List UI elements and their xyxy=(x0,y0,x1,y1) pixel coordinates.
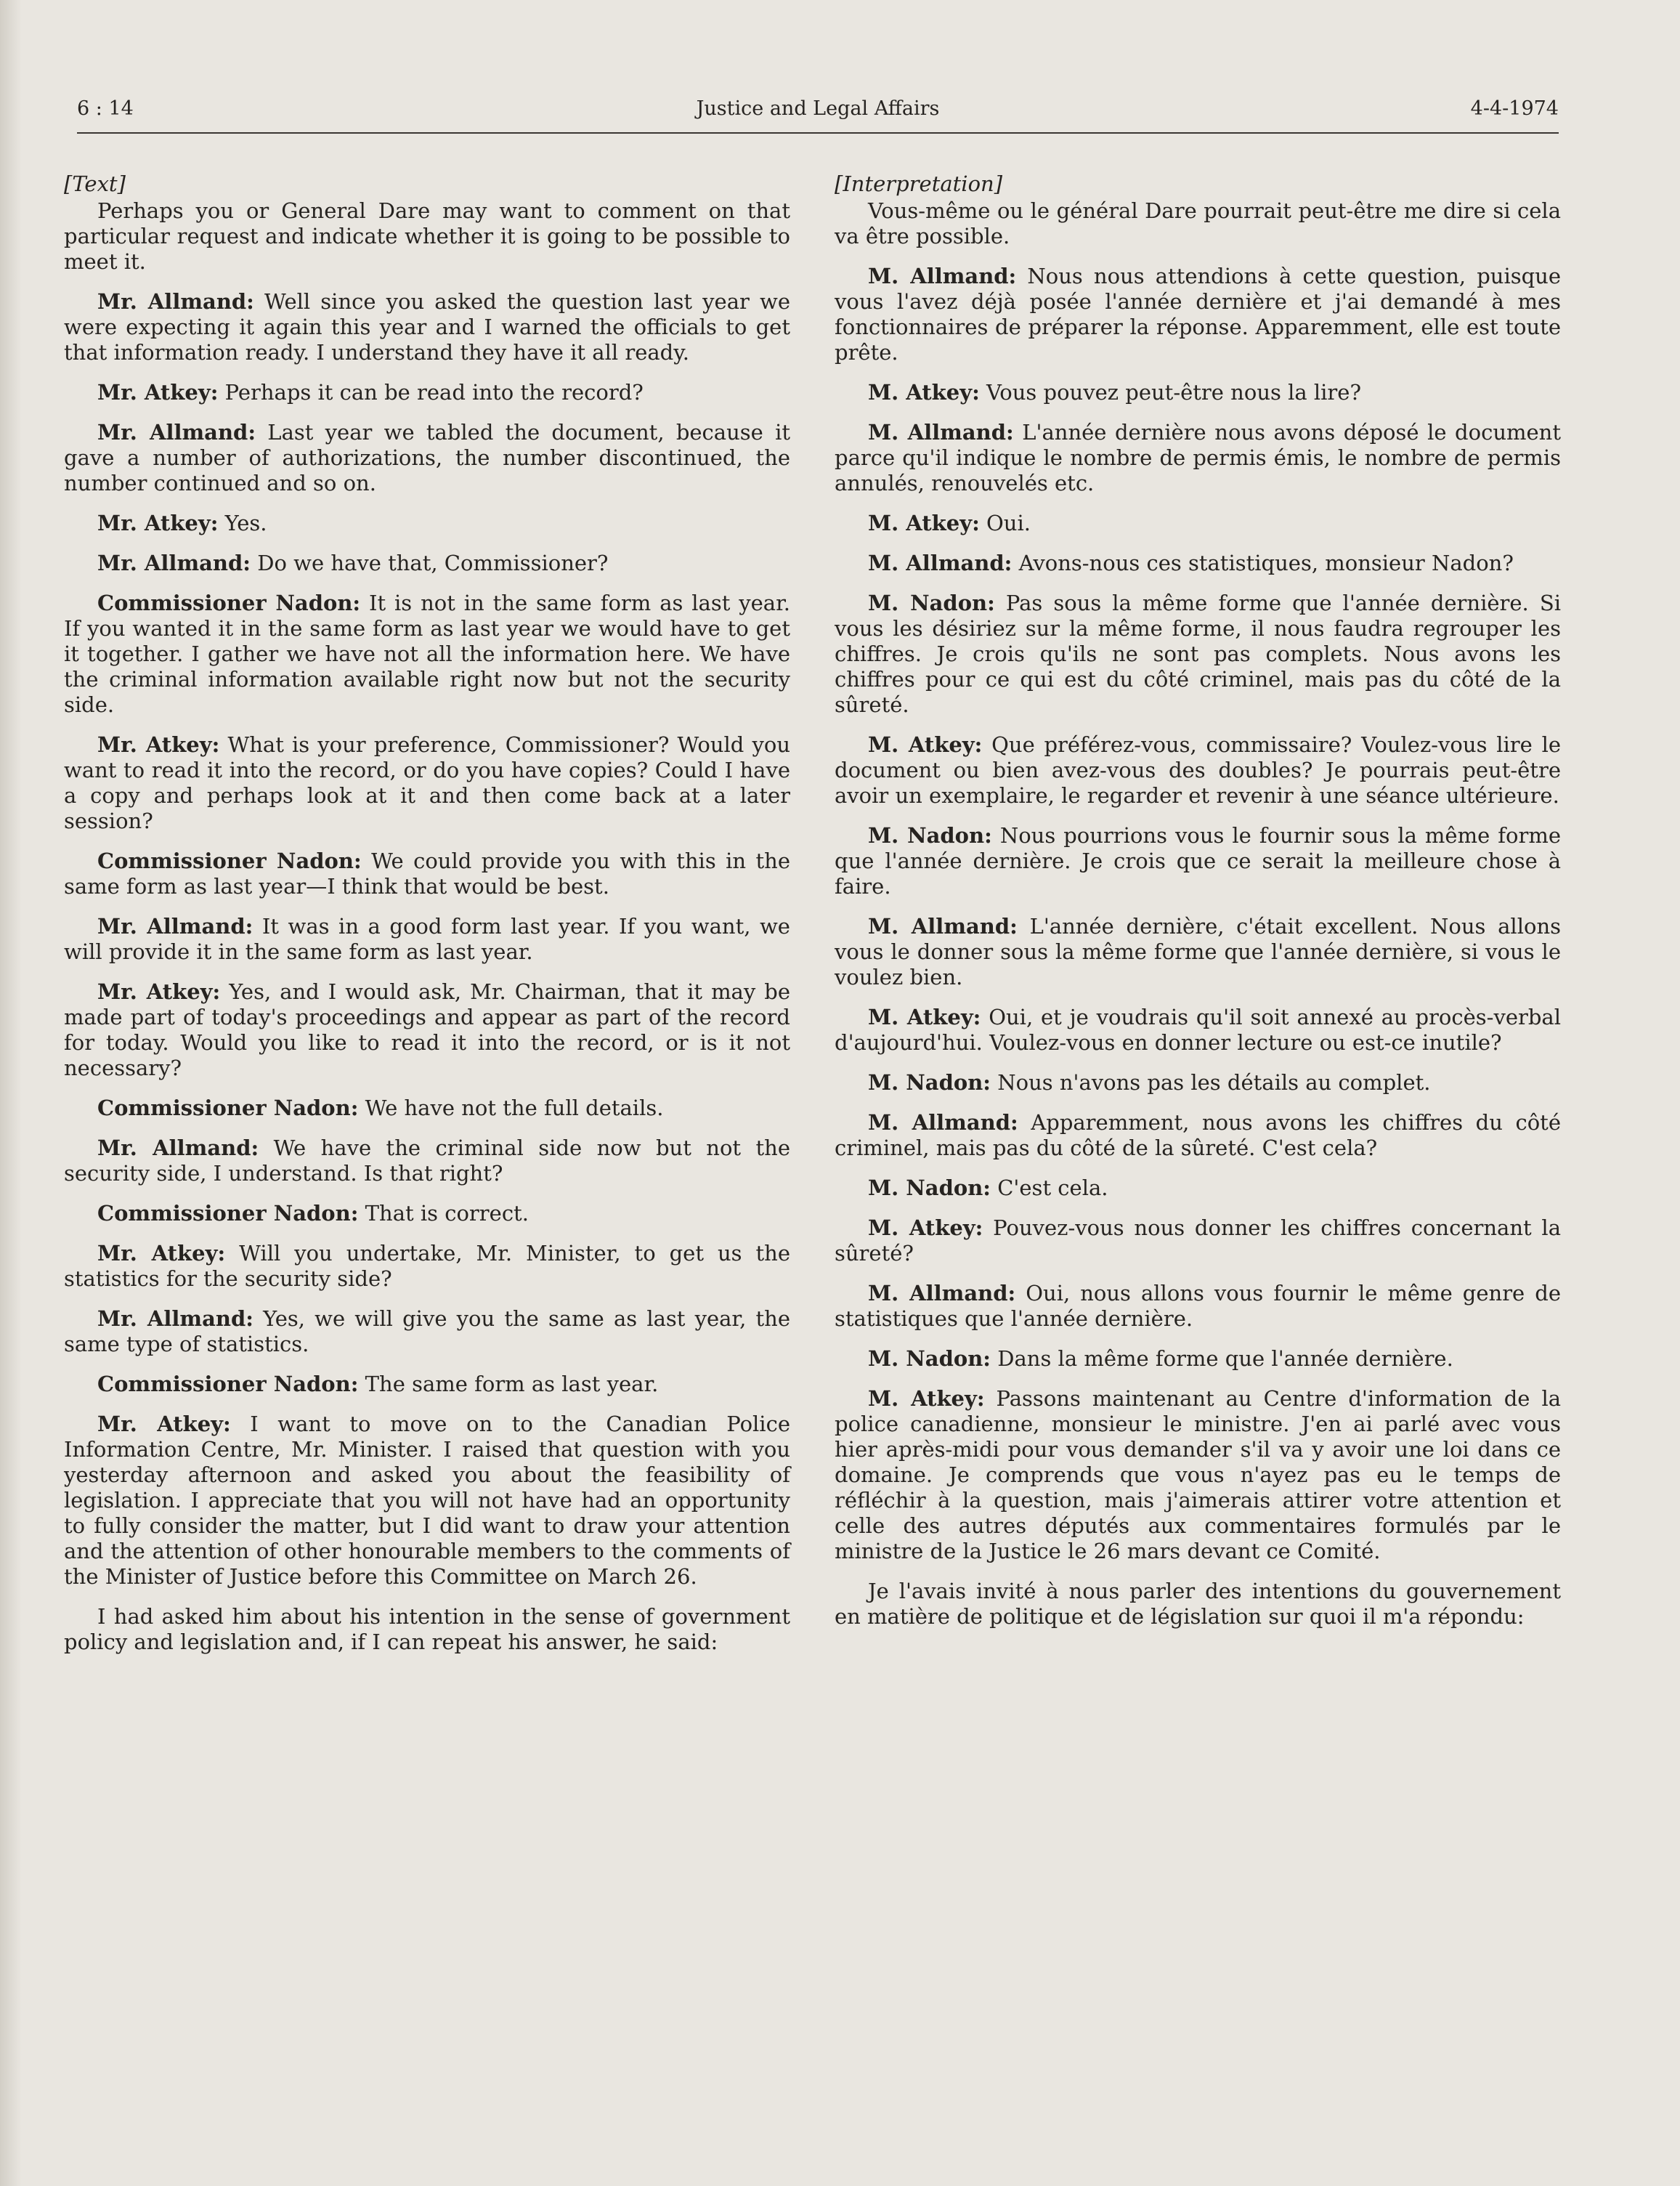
transcript-paragraph xyxy=(835,732,1561,809)
speaker-name: M. Nadon: xyxy=(868,591,995,615)
speaker-name: Mr. Atkey: xyxy=(97,511,219,535)
speaker-name: Mr. Atkey: xyxy=(97,979,221,1004)
speech-text: Vous-même ou le général Dare pourrait peut-être me dire si cela va être possible. xyxy=(835,198,1561,248)
speech-text: That is correct. xyxy=(358,1201,529,1226)
transcript-paragraph xyxy=(64,420,790,496)
transcript-paragraph xyxy=(835,420,1561,496)
speech-text: We could provide you with this in the same form as last year—I think that would be best. xyxy=(64,849,790,899)
transcript-paragraph xyxy=(64,849,790,899)
transcript-paragraph xyxy=(64,914,790,965)
speech-text: C'est cela. xyxy=(991,1175,1108,1200)
transcript-paragraph xyxy=(835,1281,1561,1332)
speaker-name: Commissioner Nadon: xyxy=(97,1201,359,1226)
page-date: 4-4-1974 xyxy=(1470,97,1559,120)
speech-text: Avons-nous ces statistiques, monsieur Nadon? xyxy=(1012,551,1514,575)
left-paragraph-list xyxy=(64,198,790,1655)
speaker-name: Commissioner Nadon: xyxy=(97,1096,359,1120)
right-paragraph-list xyxy=(835,198,1561,1630)
transcript-paragraph xyxy=(835,551,1561,576)
text-label: [Text] xyxy=(64,171,126,196)
speaker-name: M. Atkey: xyxy=(868,1215,983,1240)
transcript-paragraph xyxy=(835,511,1561,536)
page-header xyxy=(77,94,1559,134)
transcript-paragraph xyxy=(64,1201,790,1226)
speech-text: Yes, and I would ask, Mr. Chairman, that it may be made part of today's proceedings and appear as part of the record for today. Would you like to read it into the record, or is it not necessary? xyxy=(64,979,791,1080)
speaker-name: Commissioner Nadon: xyxy=(97,1372,359,1396)
transcript-paragraph xyxy=(64,1241,790,1292)
transcript-paragraph xyxy=(835,198,1561,249)
transcript-paragraph xyxy=(64,979,790,1081)
transcript-paragraph xyxy=(835,1005,1561,1056)
transcript-paragraph xyxy=(64,1604,790,1655)
page-number: 6 : 14 xyxy=(77,97,134,120)
speaker-name: M. Nadon: xyxy=(868,823,992,848)
speech-text: Je l'avais invité à nous parler des intentions du gouvernement en matière de politique et de législation sur quoi il m'a répondu: xyxy=(835,1579,1561,1629)
speaker-name: M. Allmand: xyxy=(868,1281,1016,1305)
page-edge-shadow xyxy=(0,0,22,2186)
speaker-name: M. Allmand: xyxy=(868,264,1017,288)
speech-text: Vous pouvez peut-être nous la lire? xyxy=(979,380,1361,405)
transcript-paragraph xyxy=(835,1070,1561,1096)
speaker-name: Mr. Allmand: xyxy=(97,1306,253,1331)
speaker-name: M. Nadon: xyxy=(868,1070,991,1095)
speaker-name: M. Atkey: xyxy=(868,1386,985,1411)
speech-text: The same form as last year. xyxy=(358,1372,659,1396)
transcript-paragraph xyxy=(835,1110,1561,1161)
speech-text: It is not in the same form as last year. If you wanted it in the same form as last year we would have to get it together. I gather we have not all the information here. We have the criminal information available right now but not the security side. xyxy=(64,591,790,717)
speech-text: Perhaps it can be read into the record? xyxy=(218,380,644,405)
speech-text: Oui, nous allons vous fournir le même genre de statistiques que l'année dernière. xyxy=(835,1281,1561,1331)
speech-text: Nous nous attendions à cette question, puisque vous l'avez déjà posée l'année dernière et j'ai demandé à mes fonctionnaires de préparer la réponse. Apparemment, elle est toute prête. xyxy=(835,264,1562,365)
speaker-name: Mr. Allmand: xyxy=(97,1135,259,1160)
transcript-paragraph xyxy=(64,289,790,365)
transcript-paragraph xyxy=(835,1386,1561,1564)
transcript-paragraph xyxy=(835,1175,1561,1201)
speech-text: I had asked him about his intention in the sense of government policy and legislation and, if I can repeat his answer, he said: xyxy=(64,1604,790,1654)
speaker-name: M. Atkey: xyxy=(868,380,980,405)
speaker-name: M. Allmand: xyxy=(868,914,1018,939)
transcript-paragraph xyxy=(64,1135,790,1186)
transcript-paragraph xyxy=(64,732,790,834)
speech-text: Yes, we will give you the same as last year, the same type of statistics. xyxy=(64,1306,790,1356)
transcript-paragraph xyxy=(64,511,790,536)
speech-text: Passons maintenant au Centre d'information de la police canadienne, monsieur le ministre. J'en ai parlé avec vous hier après-midi pour vous demander s'il va y avoir une loi dans ce domaine. Je comprends que vous n'ayez pas eu le temps de réfléchir à la question, mais j'aimerais attirer votre attention et celle des autres députés aux commentaires formulés par le ministre de la Justice le 26 mars devant ce Comité. xyxy=(835,1386,1562,1563)
speaker-name: Commissioner Nadon: xyxy=(97,591,361,615)
speaker-name: Mr. Allmand: xyxy=(97,914,253,939)
transcript-paragraph xyxy=(835,264,1561,365)
speech-text: Nous n'avons pas les détails au complet. xyxy=(991,1070,1431,1095)
speaker-name: Mr. Allmand: xyxy=(97,420,256,445)
transcript-paragraph xyxy=(64,591,790,718)
speech-text: Oui. xyxy=(979,511,1031,535)
speech-text: Yes. xyxy=(218,511,267,535)
speaker-name: M. Nadon: xyxy=(868,1346,991,1371)
transcript-paragraph xyxy=(835,591,1561,718)
speaker-name: Mr. Atkey: xyxy=(97,1241,226,1266)
speaker-name: Mr. Atkey: xyxy=(97,1412,231,1436)
transcript-paragraph xyxy=(64,1096,790,1121)
transcript-paragraph xyxy=(64,1412,790,1590)
speech-text: We have not the full details. xyxy=(358,1096,664,1120)
speech-text: Oui, et je voudrais qu'il soit annexé au procès-verbal d'aujourd'hui. Voulez-vous en donner lecture ou est-ce inutile? xyxy=(835,1005,1561,1055)
speech-text: Dans la même forme que l'année dernière. xyxy=(991,1346,1453,1371)
transcript-paragraph xyxy=(835,380,1561,405)
speech-text: It was in a good form last year. If you want, we will provide it in the same form as last year. xyxy=(64,914,790,964)
speech-text: Nous pourrions vous le fournir sous la même forme que l'année dernière. Je crois que ce serait la meilleure chose à faire. xyxy=(835,823,1561,899)
speaker-name: M. Atkey: xyxy=(868,1005,981,1029)
speaker-name: Mr. Atkey: xyxy=(97,380,219,405)
speaker-name: M. Nadon: xyxy=(868,1175,991,1200)
speech-text: Apparemment, nous avons les chiffres du côté criminel, mais pas du côté de la sûreté. C'est cela? xyxy=(835,1110,1562,1160)
speaker-name: M. Atkey: xyxy=(868,511,980,535)
speaker-name: Mr. Allmand: xyxy=(97,551,251,575)
transcript-paragraph xyxy=(835,1579,1561,1630)
transcript-paragraph xyxy=(64,198,790,275)
speech-text: Will you undertake, Mr. Minister, to get us the statistics for the security side? xyxy=(64,1241,790,1291)
transcript-paragraph xyxy=(835,823,1561,899)
speech-text: Pas sous la même forme que l'année dernière. Si vous les désiriez sur la même forme, il nous faudra regrouper les chiffres. Je crois qu'ils ne sont pas complets. Nous avons les chiffres pour ce qui est du côté criminel, mais pas du côté de la sûreté. xyxy=(835,591,1561,717)
transcript-paragraph xyxy=(64,1372,790,1397)
speech-text: L'année dernière, c'était excellent. Nous allons vous le donner sous la même forme que l'année dernière, si vous le voulez bien. xyxy=(835,914,1561,989)
speech-text: Que préférez-vous, commissaire? Voulez-vous lire le document ou bien avez-vous des doubles? Je pourrais peut-être avoir un exemplaire, le regarder et revenir à une séance ultérieure. xyxy=(835,732,1562,808)
transcript-paragraph xyxy=(835,914,1561,990)
running-title: Justice and Legal Affairs xyxy=(696,97,940,120)
transcript-paragraph xyxy=(64,1306,790,1357)
right-column-french xyxy=(835,171,1561,1644)
speech-text: I want to move on to the Canadian Police Information Centre, Mr. Minister. I raised that question with you yesterday afternoon and asked you about the feasibility of legislation. I appreciate that you will not have had an opportunity to fully consider the matter, but I did want to draw your attention and the attention of other honourable members to the comments of the Minister of Justice before this Committee on March 26. xyxy=(64,1412,790,1589)
transcript-paragraph xyxy=(835,1346,1561,1372)
speech-text: Last year we tabled the document, because it gave a number of authorizations, the number discontinued, the number continued and so on. xyxy=(64,420,790,495)
speaker-name: M. Allmand: xyxy=(868,551,1013,575)
speech-text: Pouvez-vous nous donner les chiffres concernant la sûreté? xyxy=(835,1215,1561,1266)
speech-text: What is your preference, Commissioner? Would you want to read it into the record, or do you have copies? Could I have a copy and perhaps look at it and then come back at a later session? xyxy=(64,732,790,833)
speech-text: L'année dernière nous avons déposé le document parce qu'il indique le nombre de permis émis, le nombre de permis annulés, renouvelés etc. xyxy=(835,420,1561,495)
speaker-name: M. Allmand: xyxy=(868,1110,1018,1135)
transcript-paragraph xyxy=(64,551,790,576)
speech-text: Well since you asked the question last year we were expecting it again this year and I warned the officials to get that information ready. I understand they have it all ready. xyxy=(64,289,790,365)
transcript-paragraph xyxy=(64,380,790,405)
speaker-name: M. Allmand: xyxy=(868,420,1014,445)
interpretation-label: [Interpretation] xyxy=(835,171,1003,196)
speech-text: Perhaps you or General Dare may want to comment on that particular request and indicate whether it is going to be possible to meet it. xyxy=(64,198,790,274)
left-column-english xyxy=(64,171,790,1669)
speaker-name: Mr. Atkey: xyxy=(97,732,220,757)
speaker-name: Commissioner Nadon: xyxy=(97,849,362,873)
speaker-name: M. Atkey: xyxy=(868,732,983,757)
speech-text: We have the criminal side now but not the security side, I understand. Is that right? xyxy=(64,1135,790,1186)
transcript-paragraph xyxy=(835,1215,1561,1266)
speech-text: Do we have that, Commissioner? xyxy=(251,551,609,575)
speaker-name: Mr. Allmand: xyxy=(97,289,254,314)
